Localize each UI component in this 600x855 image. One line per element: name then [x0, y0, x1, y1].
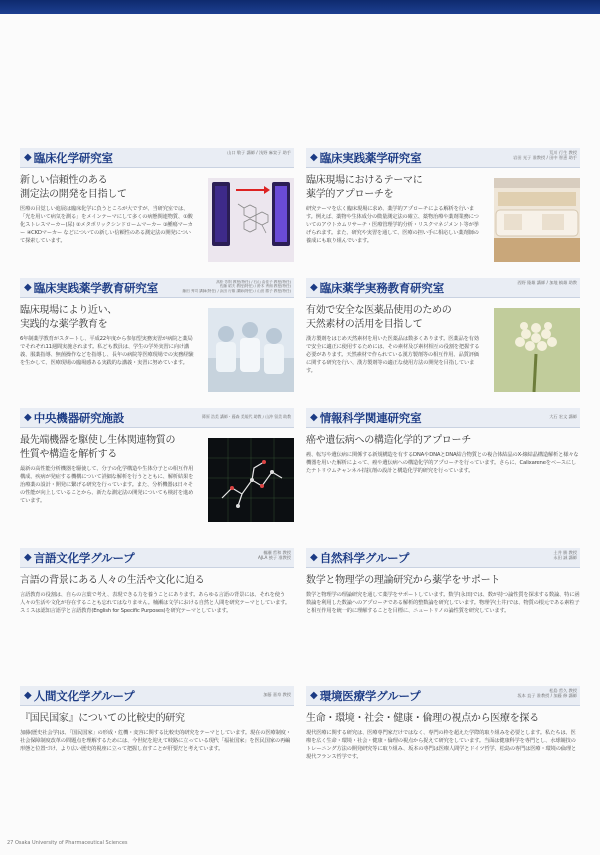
section-language-culture [20, 548, 294, 674]
section-header [306, 278, 580, 298]
section-human-culture [20, 686, 294, 812]
section-body: 漢方製剤をはじめ天然素材を用いた医薬品は数多くあります。医薬品を有効で安全に適正に使用するためには、その素材及び素材相互の役割を把握する必要があります。天然素材で作られている漢方製剤等の相互作用、品質評価に関する研究を行い、漢方製剤等の適正な使用方法の開発を目指しています。 [306, 336, 480, 374]
diamond-icon: ◆ [24, 152, 32, 163]
section-header [20, 548, 294, 568]
section-heading: 有効で安全な医薬品使用のための 天然素材の活用を目指して [306, 305, 452, 330]
section-central-instrument-facility [20, 408, 294, 534]
lab-photo [208, 308, 294, 392]
section-staff: 松島 哲久 教授 坂本 直子 准教授 / 加藤 修 講師 [517, 688, 577, 699]
section-title: 自然科学グループ [319, 550, 410, 565]
diamond-icon: ◆ [310, 152, 318, 163]
section-staff: 荒川 行生 教授 岩田 光子 准教授 / 田中 智恵 助手 [513, 150, 577, 161]
section-body: 加藤(歴史社会学)は、「国民国家」の形成・危機・変容に関する比較史的研究をテーマとしています。現在の医療制度・社会保障制度改革の問題点を理解するためには、今世紀を迎えて岐路に立っている現代「福祉国家」を医民国家の再編形態と位置づけ、より広い歴史的視座に立って把握し直すことが肝要だと考えています。 [20, 730, 291, 752]
section-header [306, 148, 580, 168]
section-header [20, 686, 294, 706]
section-title: 情報科学関連研究室 [319, 410, 422, 425]
section-body: 医療の目覚しい進展は臨床化学に負うところが大ですが、当研究室では、「光を用いて病気を測る」をメインテーマにして多くの病態関連物質、①酸化ストレスマーカー(尿) ②メタボリックシンドロームマーカー ③腫瘍マーカー ④CKDマーカー などについての新しい信頼性のある測定法の開発について探索しています。 [20, 206, 193, 244]
section-header [306, 686, 580, 706]
section-natural-science [306, 548, 580, 674]
diamond-icon: ◆ [310, 552, 318, 563]
section-staff: 篠原 浩美 講師・藤森 美規代 助教 / 山沖 留美 助教 [201, 414, 291, 419]
section-heading: 最先端機器を駆使し生体関連物質の 性質や構造を解析する [20, 435, 176, 460]
diamond-icon: ◆ [24, 412, 32, 423]
page-footer: 27 Osaka University of Pharmaceutical Sciences [7, 840, 128, 846]
section-title: 環境医療学グループ [319, 688, 421, 703]
section-title: 中央機器研究施設 [33, 410, 125, 425]
section-heading: 『国民国家』についての比較史的研究 [20, 713, 185, 724]
section-staff: 大石 宏文 講師 [549, 414, 577, 419]
section-header [20, 408, 294, 428]
section-clinical-chemistry [20, 148, 294, 274]
section-clinical-pharmacy-practice [306, 278, 580, 404]
section-heading: 臨床現場により近い、 実践的な薬学教育を [20, 305, 117, 330]
diamond-icon: ◆ [310, 690, 318, 701]
section-title: 臨床薬学実務教育研究室 [319, 280, 445, 295]
molecule-photo [208, 438, 294, 522]
section-title: 言語文化学グループ [33, 550, 135, 565]
section-header [20, 278, 294, 298]
section-environmental-medicine [306, 686, 580, 812]
pharmacy-photo [494, 178, 580, 262]
section-staff: 西野 隆雄 講師 / 加地 槙雄 助教 [517, 280, 577, 285]
section-staff: 高松 芳則 教授(特任) / 石山 由佳子 教授(特任) 佐藤 昭夫 教授(特任) / 鈴木 秀朗 教授(特任) 藤田 秀司 講師(特任) / 浜田 行雄 講師(特任) / 山田 勝子 教授(特任) [182, 280, 291, 293]
flower-photo [494, 308, 580, 392]
section-body: 数学と物理学の理論研究を通して薬学をサポートしています。数学(永田)では、数が持つ論性質を探求する数論、特に函数論を利用した数論へのアプローチである解析的整数論を研究しています。物理学(土井)では、物質の根元である素粒子と相互作用を統一的に理解することを目標に、ニュートリノの論性質を研究しています。 [306, 592, 580, 614]
section-title: 臨床化学研究室 [33, 150, 113, 165]
section-staff: 加藤 嘉寿 教授 [263, 692, 291, 697]
section-heading: 数学と物理学の理論研究から薬学をサポート [306, 575, 500, 586]
diamond-icon: ◆ [24, 690, 32, 701]
section-body: 最新の高性能分析機器を駆使して、分子の化学構造や生体分子との相互作用構成、疾病が発症する機構について詳細な解析を行うとともに、解析結果を治療薬の設計・開発に繋げる研究を行っています。また、分析機器は日々その性能が向上していることから、新たな測定法の開発についても検討を進めています。 [20, 466, 194, 504]
section-clinical-practice-education [20, 278, 294, 404]
section-information-science [306, 408, 580, 534]
section-staff: 楠瀬 哲和 教授 AJLA 綾子 准教授 [258, 550, 291, 561]
section-body: 6年制薬学教育がスタートし、平成22年度から参加型実務実習が病院と薬局でそれぞれ11週間実施されます。私ども教員は、学生の学外実習に向け講義、服薬指導、無菌操作などを指導し、長年の病院等医療現場での実務経験を生かして、医療現場の臨場感ある実践的な講義・実習に努めています。 [20, 336, 194, 366]
section-title: 臨床実践薬学教育研究室 [33, 280, 159, 295]
section-staff: 山口 敬子 講師 / 浅野 麻実子 助手 [227, 150, 291, 155]
section-clinical-practice-pharmacy [306, 148, 580, 274]
section-body: 現代医療に関する研究は、医療専門家だけではなく、専門の枠を超えた学際的取り組みを必要とします。私たちは、医療を広く生命・環境・社会・健康・倫理の視点から捉えて研究をしています。当面は健康科学を専門とし、水球競技のトレーニング方法の開発研究等に取り組み、坂本の専門は医療人間学とドイツ哲学、松島の専門は医療・環境の倫理と現代フランス哲学です。 [306, 730, 577, 760]
section-header [306, 408, 580, 428]
diamond-icon: ◆ [310, 412, 318, 423]
section-staff: 土井 勝 教授 永田 誠 講師 [553, 550, 577, 561]
top-band [0, 0, 600, 14]
fluorescence-photo [208, 178, 294, 262]
section-heading: 生命・環境・社会・健康・倫理の視点から医療を探る [306, 713, 539, 724]
diamond-icon: ◆ [24, 552, 32, 563]
section-heading: 癌や遺伝病への構造化学的アプローチ [306, 435, 471, 446]
section-heading: 臨床現場におけるテーマに 薬学的アプローチを [306, 175, 423, 200]
section-heading: 新しい信頼性のある 測定法の開発を目指して [20, 175, 127, 200]
section-title: 人間文化学グループ [33, 688, 135, 703]
section-body: 癌、転写や遺伝病に関係する新規構造を有するDNAやDNAとDNA結合物質との複合体結晶のX-線結晶構造解析と様々な機器を用いた解析によって、癌や遺伝病への構造化学的アプローチを行っています。さらに、Calixareneをベースにしたナトリウムチャンネル拮抗剤の設計と構造化学的研究を行っています。 [306, 452, 579, 474]
diamond-icon: ◆ [24, 282, 32, 293]
diamond-icon: ◆ [310, 282, 318, 293]
section-body: 言語教育の役割は、自らの言葉で考え、表現できる力を養うことにあります。あらゆる言語の背景には、それを使う人々の生活や文化が存在することも忘れてはなりません。楠瀬は文学における自然と人間を研究テーマとしています。スミスは認知言語学と言語教育(English for Specific Purposes)を研究テーマとしています。 [20, 592, 291, 614]
section-heading: 言語の背景にある人々の生活や文化に迫る [20, 575, 205, 586]
section-header [20, 148, 294, 168]
section-header [306, 548, 580, 568]
section-title: 臨床実践薬学研究室 [319, 150, 422, 165]
section-body: 研究テーマを広く臨床現場に求め、薬学的アプローチによる解析を行います。例えば、薬物や生体成分の微量測定法の確立、薬物治療や薬剤業務についてのアウトカムリサーチ・医療管理学的分析・リスクマネジメント等が挙げられます。また、研究や実習を通して、医療の担い手に相応しい薬剤師の養成にも取り組んでいます。 [306, 206, 479, 244]
